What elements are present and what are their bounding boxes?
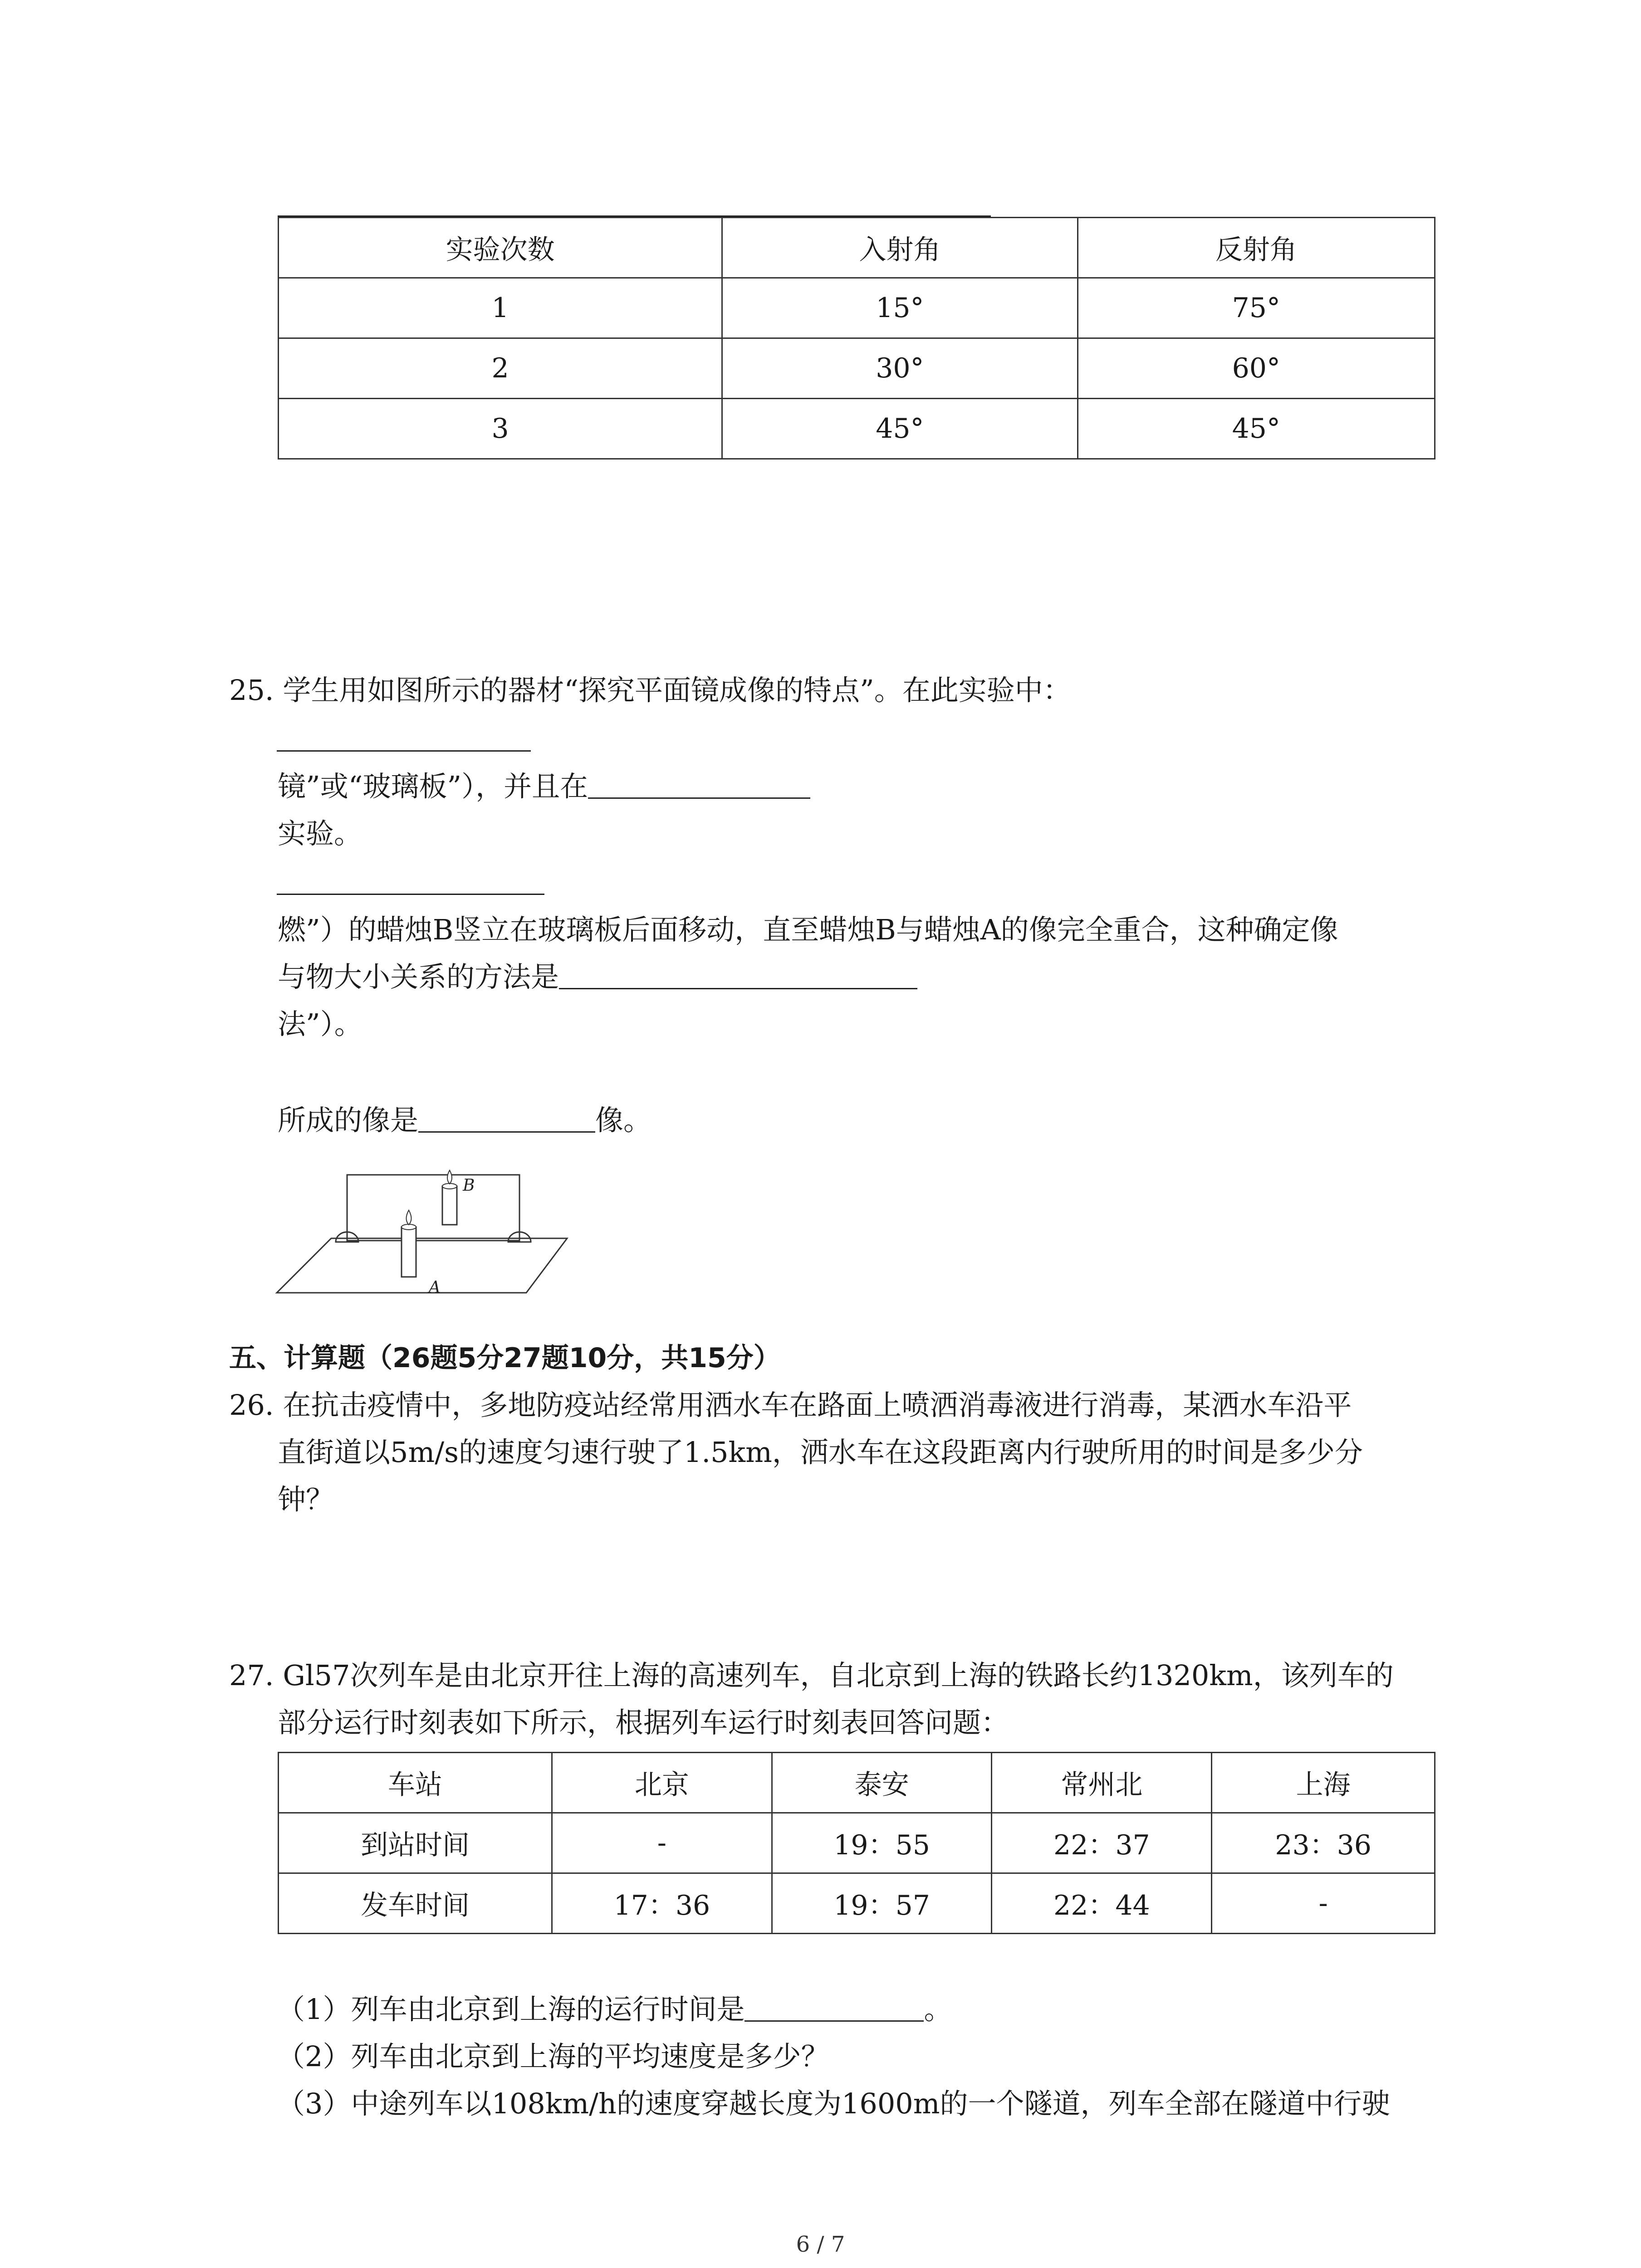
table-cell: 19：57 (772, 1873, 992, 1934)
question-text: （2）列车由北京到上海的平均速度是多少？ (277, 2040, 829, 2073)
question-25-stem (229, 667, 1445, 714)
question-text: 。 (924, 1993, 952, 2026)
question-25-part2-cont2 (278, 953, 1494, 1001)
table-cell: 17：36 (552, 1873, 772, 1934)
table-cell: 75° (1078, 278, 1435, 338)
question-text: 像。 (595, 1104, 652, 1137)
question-text: 在抗击疫情中，多地防疫站经常用洒水车在路面上喷洒消毒液进行消毒，某洒水车沿平 (283, 1388, 1352, 1422)
question-number: 27. (229, 1659, 274, 1692)
question-text: 实验。 (278, 817, 362, 850)
answer-blank[interactable] (418, 1104, 595, 1133)
question-27-part1 (277, 1986, 1443, 2033)
question-text: 与物大小关系的方法是 (278, 960, 559, 993)
table-header: 反射角 (1078, 218, 1435, 278)
table-header: 入射角 (722, 218, 1078, 278)
glass-plate (347, 1175, 519, 1241)
candle-a (402, 1227, 416, 1277)
experiment-table (278, 217, 1435, 459)
label-b: B (463, 1176, 475, 1195)
table-cell: 1 (279, 278, 722, 338)
table-header: 泰安 (772, 1753, 992, 1813)
answer-blank[interactable] (559, 961, 917, 989)
question-text: 学生用如图所示的器材“探究平面镜成像的特点”。在此实验中： (283, 674, 1071, 707)
candle-a-flame-icon (407, 1210, 411, 1225)
table-cell: 15° (722, 278, 1078, 338)
table-row (279, 278, 1435, 338)
train-timetable (278, 1752, 1435, 1934)
table-cell: 22：37 (992, 1813, 1212, 1873)
question-text: 钟？ (278, 1483, 334, 1516)
table-cell: 2 (279, 338, 722, 399)
table-header: 上海 (1212, 1753, 1435, 1813)
question-25-part1 (277, 716, 1443, 763)
answer-blank[interactable] (745, 1993, 924, 2022)
table-header-row (279, 1753, 1435, 1813)
question-25-part1-cont (278, 763, 1494, 810)
question-26-line2 (278, 1429, 1494, 1476)
table-cell: - (552, 1813, 772, 1873)
question-25-part2-end (278, 1001, 1494, 1048)
question-25-part1-end (278, 810, 1494, 857)
question-text: 所成的像是 (278, 1104, 419, 1137)
table-header-row (279, 218, 1435, 278)
candle-b (442, 1186, 457, 1225)
table-cell: 3 (279, 399, 722, 459)
question-26-line3 (278, 1476, 1494, 1523)
table-header: 常州北 (992, 1753, 1212, 1813)
table-cell: 22：44 (992, 1873, 1212, 1934)
table-header: 车站 (279, 1753, 552, 1813)
question-number: 25. (229, 674, 274, 707)
question-25-part3-cont (278, 1097, 1494, 1144)
table-row (279, 399, 1435, 459)
question-text: 直街道以5m/s的速度匀速行驶了1.5km，洒水车在这段距离内行驶所用的时间是多少分 (278, 1436, 1363, 1469)
table-cell: 45° (722, 399, 1078, 459)
section-title: 五、计算题（26题5分27题10分，共15分） (229, 1342, 781, 1374)
label-a: A (429, 1278, 441, 1297)
question-text: Gl57次列车是由北京开往上海的高速列车，自北京到上海的铁路长约1320km，该列车的 (283, 1659, 1394, 1692)
answer-blank[interactable] (277, 866, 544, 895)
question-27-part2 (277, 2033, 1443, 2080)
table-row (279, 338, 1435, 399)
page-number: 6 / 7 (796, 2232, 845, 2257)
table-header: 实验次数 (279, 218, 722, 278)
question-27 (229, 1652, 1445, 1699)
table-cell: 发车时间 (279, 1873, 552, 1934)
mirror-experiment-figure (272, 1161, 590, 1297)
question-27-line2 (278, 1699, 1494, 1746)
question-text: 镜”或“玻璃板”），并且在 (278, 770, 588, 803)
question-25-part2 (277, 859, 1443, 906)
question-25-part2-cont (278, 906, 1494, 953)
table-surface (277, 1238, 567, 1293)
question-text: 部分运行时刻表如下所示，根据列车运行时刻表回答问题： (278, 1706, 1009, 1739)
table-cell: 60° (1078, 338, 1435, 399)
question-text: （1）列车由北京到上海的运行时间是 (277, 1993, 745, 2026)
table-header: 北京 (552, 1753, 772, 1813)
table-cell: 45° (1078, 399, 1435, 459)
table-row (279, 1873, 1435, 1934)
table-cell: 23：36 (1212, 1813, 1435, 1873)
table-cell: - (1212, 1873, 1435, 1934)
question-26 (229, 1382, 1445, 1429)
question-number: 26. (229, 1388, 274, 1422)
table-row (279, 1813, 1435, 1873)
table-cell: 19：55 (772, 1813, 992, 1873)
answer-blank[interactable] (588, 770, 810, 799)
question-27-part3 (277, 2080, 1443, 2127)
candle-b-flame-icon (447, 1170, 452, 1184)
question-text: 燃”）的蜡烛B竖立在玻璃板后面移动，直至蜡烛B与蜡烛A的像完全重合，这种确定像 (278, 913, 1338, 946)
table-cell: 30° (722, 338, 1078, 399)
question-text: （3）中途列车以108km/h的速度穿越长度为1600m的一个隧道，列车全部在隧道中行驶 (277, 2087, 1390, 2120)
table-cell: 到站时间 (279, 1813, 552, 1873)
question-text: 法”）。 (278, 1007, 362, 1041)
answer-blank[interactable] (277, 723, 531, 752)
